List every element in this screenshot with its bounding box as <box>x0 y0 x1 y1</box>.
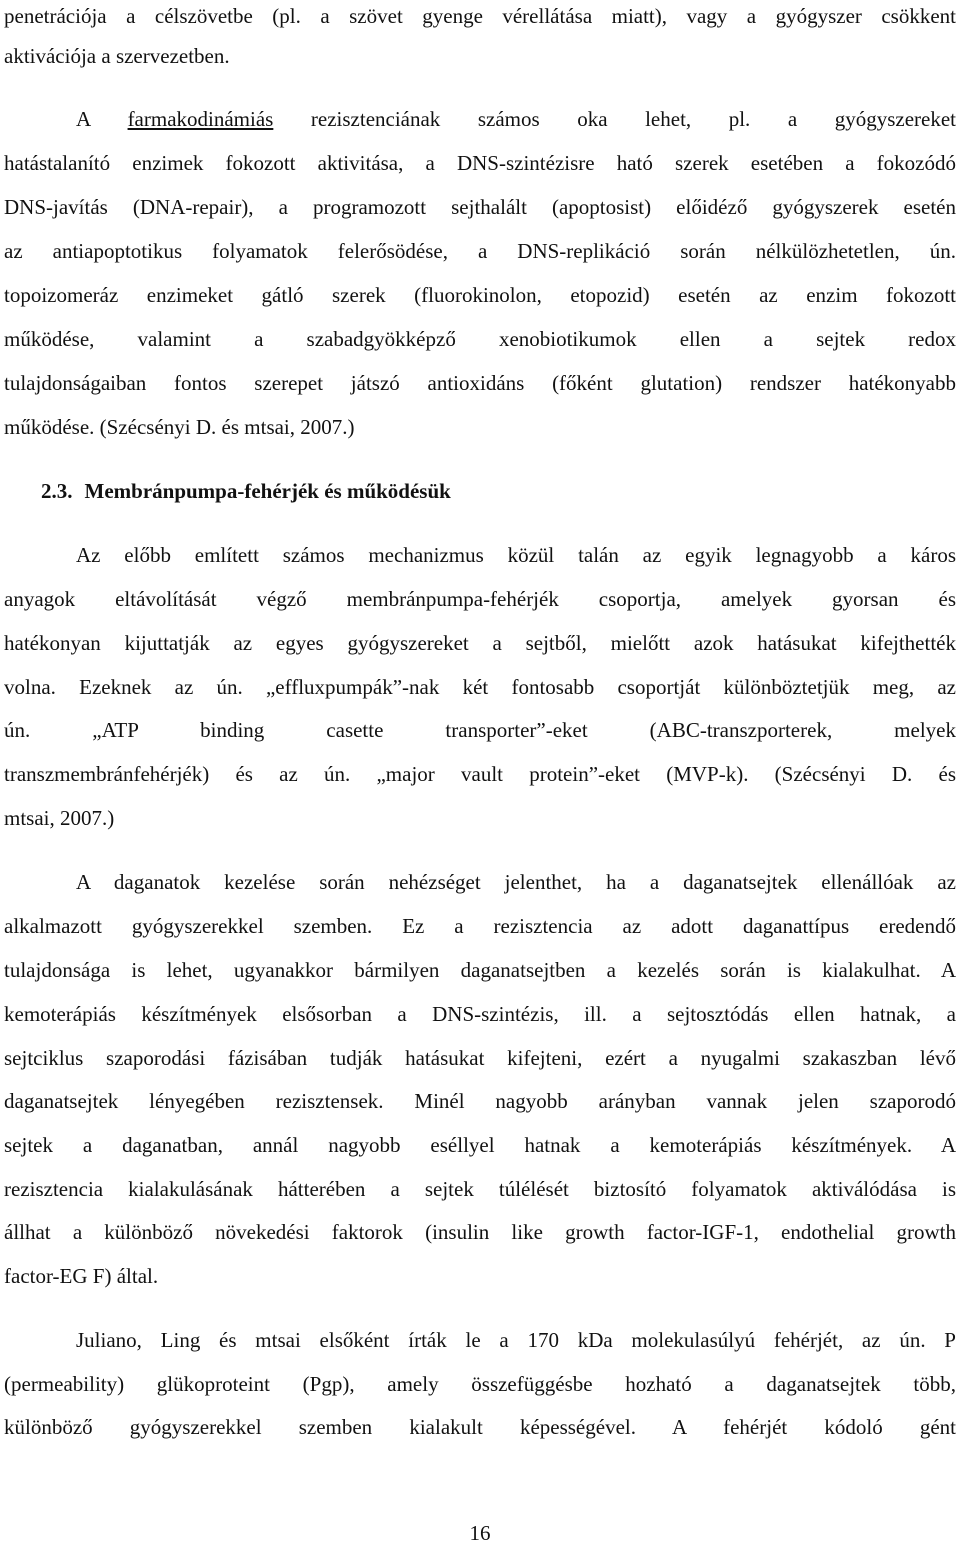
text-line: A daganatok kezelése során nehézséget jelenthet, ha a daganatsejtek ellenállóak az <box>76 870 956 894</box>
text-line: sejtciklus szaporodási fázisában tudják hatásukat kifejteni, ezért a nyugalmi szakaszban lévő <box>4 1046 956 1070</box>
section-heading <box>41 478 451 504</box>
text-line: állhat a különböző növekedési faktorok (insulin like growth factor-IGF-1, endothelial growth <box>4 1220 956 1244</box>
text-line: különböző gyógyszerekkel szemben kialakult képességével. A fehérjét kódoló gént <box>4 1415 956 1439</box>
text-line: anyagok eltávolítását végző membránpumpa-fehérjék csoportja, amelyek gyorsan és <box>4 587 956 611</box>
text-line: daganatsejtek lényegében rezisztensek. Minél nagyobb arányban vannak jelen szaporodó <box>4 1089 956 1113</box>
text-line: volna. Ezeknek az ún. „effluxpumpák”-nak két fontosabb csoportját különböztetjük meg, az <box>4 675 956 699</box>
text-line: transzmembránfehérjék) és az ún. „major vault protein”-eket (MVP-k). (Szécsényi D. és <box>4 762 956 786</box>
page-number: 16 <box>469 1521 491 1545</box>
section-title: Membránpumpa-fehérjék és működésük <box>84 479 451 503</box>
text-line: Az előbb említett számos mechanizmus közül talán az egyik legnagyobb a káros <box>76 543 956 567</box>
text-line: működése. (Szécsényi D. és mtsai, 2007.) <box>4 415 355 439</box>
text-line: tulajdonsága is lehet, ugyanakkor bármilyen daganatsejtben a kezelés során is kialakulhat. A <box>4 958 956 982</box>
text-line: kemoterápiás készítmények elsősorban a DNS-szintézis, ill. a sejtosztódás ellen hatnak, a <box>4 1002 956 1026</box>
text-line: hatástalanító enzimek fokozott aktivitása, a DNS-szintézisre ható szerek esetében a fokozódó <box>4 151 956 175</box>
text-line: rezisztencia kialakulásának hátterében a sejtek túlélését biztosító folyamatok aktiválódása is <box>4 1177 956 1201</box>
text-line: működése, valamint a szabadgyökképző xenobiotikumok ellen a sejtek redox <box>4 327 956 351</box>
text-line: penetrációja a célszövetbe (pl. a szövet gyenge vérellátása miatt), vagy a gyógyszer csökkent <box>4 4 956 28</box>
text-line: aktivációja a szervezetben. <box>4 44 230 68</box>
text-line: DNS-javítás (DNA-repair), a programozott sejthalált (apoptosist) előidéző gyógyszerek esetén <box>4 195 956 219</box>
text-line: (permeability) glükoproteint (Pgp), amely összefüggésbe hozható a daganatsejtek több, <box>4 1372 956 1396</box>
text-line: mtsai, 2007.) <box>4 806 115 830</box>
text-line: sejtek a daganatban, annál nagyobb eséllyel hatnak a kemoterápiás készítmények. A <box>4 1133 956 1157</box>
text-line: topoizomeráz enzimeket gátló szerek (fluorokinolon, etopozid) esetén az enzim fokozott <box>4 283 956 307</box>
text-line: ún. „ATP binding casette transporter”-eket (ABC-transzporterek, melyek <box>4 718 956 742</box>
underlined-term: farmakodinámiás <box>127 107 274 131</box>
text-line: az antiapoptotikus folyamatok felerősödése, a DNS-replikáció során nélkülözhetetlen, ún. <box>4 239 956 263</box>
text-line: tulajdonságaiban fontos szerepet játszó antioxidáns (főként glutation) rendszer hatékonyabb <box>4 371 956 395</box>
text-line: A farmakodinámiás rezisztenciának számos oka lehet, pl. a gyógyszereket <box>76 107 956 131</box>
text-line: factor-EG F) által. <box>4 1264 159 1288</box>
text-line: hatékonyan kijuttatják az egyes gyógyszereket a sejtből, mielőtt azok hatásukat kifejthették <box>4 631 956 655</box>
text-line: Juliano, Ling és mtsai elsőként írták le a 170 kDa molekulasúlyú fehérjét, az ún. P <box>76 1328 956 1352</box>
text-line: alkalmazott gyógyszerekkel szemben. Ez a rezisztencia az adott daganattípus eredendő <box>4 914 956 938</box>
section-number: 2.3. <box>41 479 73 503</box>
